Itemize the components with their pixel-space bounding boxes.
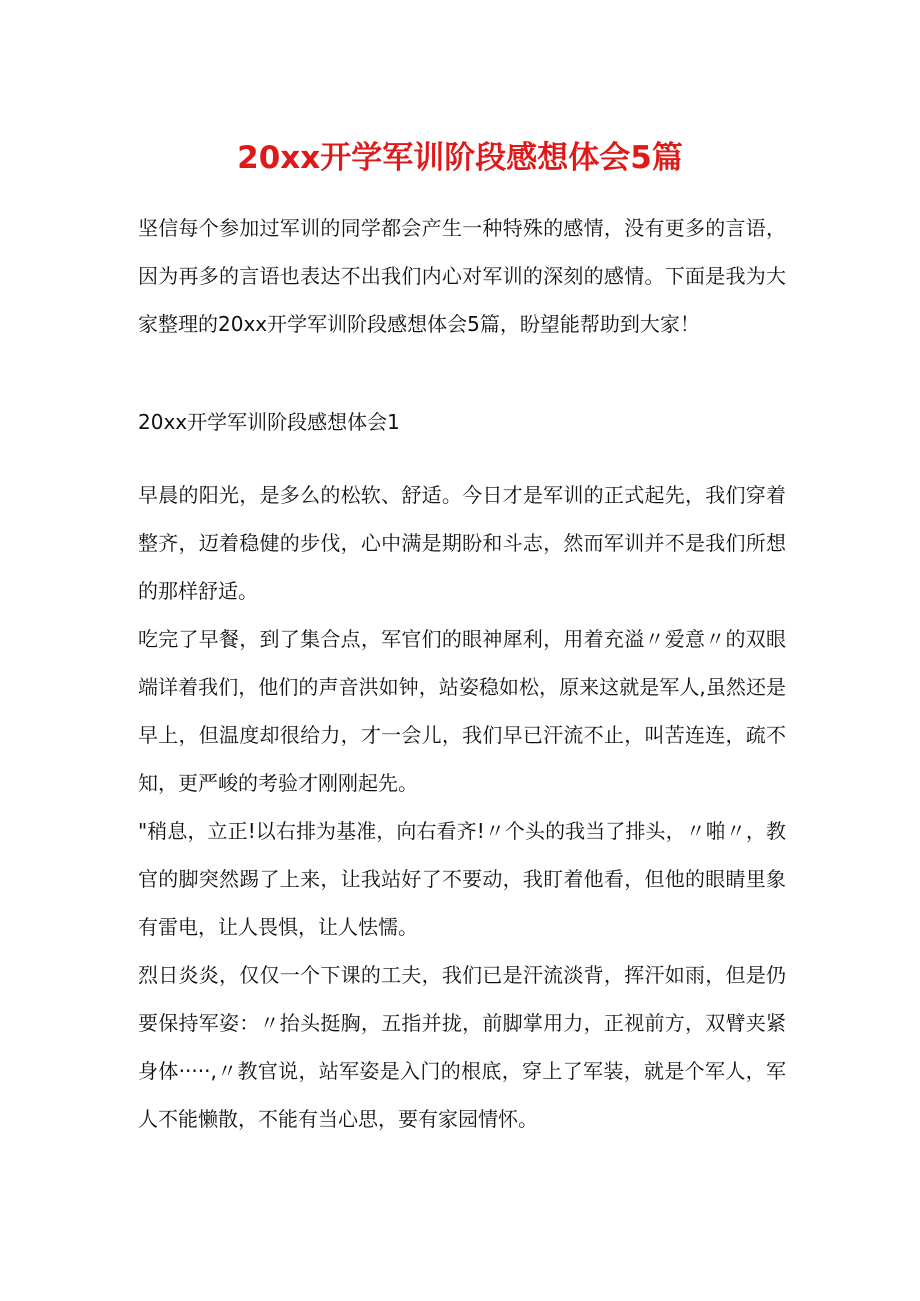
body-paragraph: "稍息，立正!以右排为基准，向右看齐!〃个头的我当了排头，〃啪〃，教官的脚突然踢了上来，让我站好了不要动，我盯着他看，但他的眼睛里象有雷电，让人畏惧，让人怯懦。 xyxy=(138,819,786,939)
section-heading: 20xx开学军训阶段感想体会1 xyxy=(138,410,400,434)
body-paragraph: 吃完了早餐，到了集合点，军官们的眼神犀利，用着充溢〃爱意〃的双眼端详着我们，他们的声音洪如钟，站姿稳如松，原来这就是军人,虽然还是早上，但温度却很给力，才一会儿，我们早已汗流不止，叫苦连连，疏不知，更严峻的考验才刚刚起先。 xyxy=(138,627,786,795)
document-body xyxy=(138,204,786,1143)
document-title: 20xx开学军训阶段感想体会5篇 xyxy=(237,140,683,176)
body-paragraph: 烈日炎炎，仅仅一个下课的工夫，我们已是汗流淡背，挥汗如雨，但是仍要保持军姿：〃抬头挺胸，五指并拢，前脚掌用力，正视前方，双臂夹紧身体·····,〃教官说，站军姿是入门的根底，穿上了军装，就是个军人，军人不能懒散，不能有当心思，要有家园情怀。 xyxy=(138,963,786,1131)
intro-paragraph: 坚信每个参加过军训的同学都会产生一种特殊的感情，没有更多的言语，因为再多的言语也表达不出我们内心对军训的深刻的感情。下面是我为大家整理的20xx开学军训阶段感想体会5篇，盼望能帮助到大家！ xyxy=(138,216,786,336)
body-paragraph: 早晨的阳光，是多么的松软、舒适。今日才是军训的正式起先，我们穿着整齐，迈着稳健的步伐，心中满是期盼和斗志，然而军训并不是我们所想的那样舒适。 xyxy=(138,483,786,603)
